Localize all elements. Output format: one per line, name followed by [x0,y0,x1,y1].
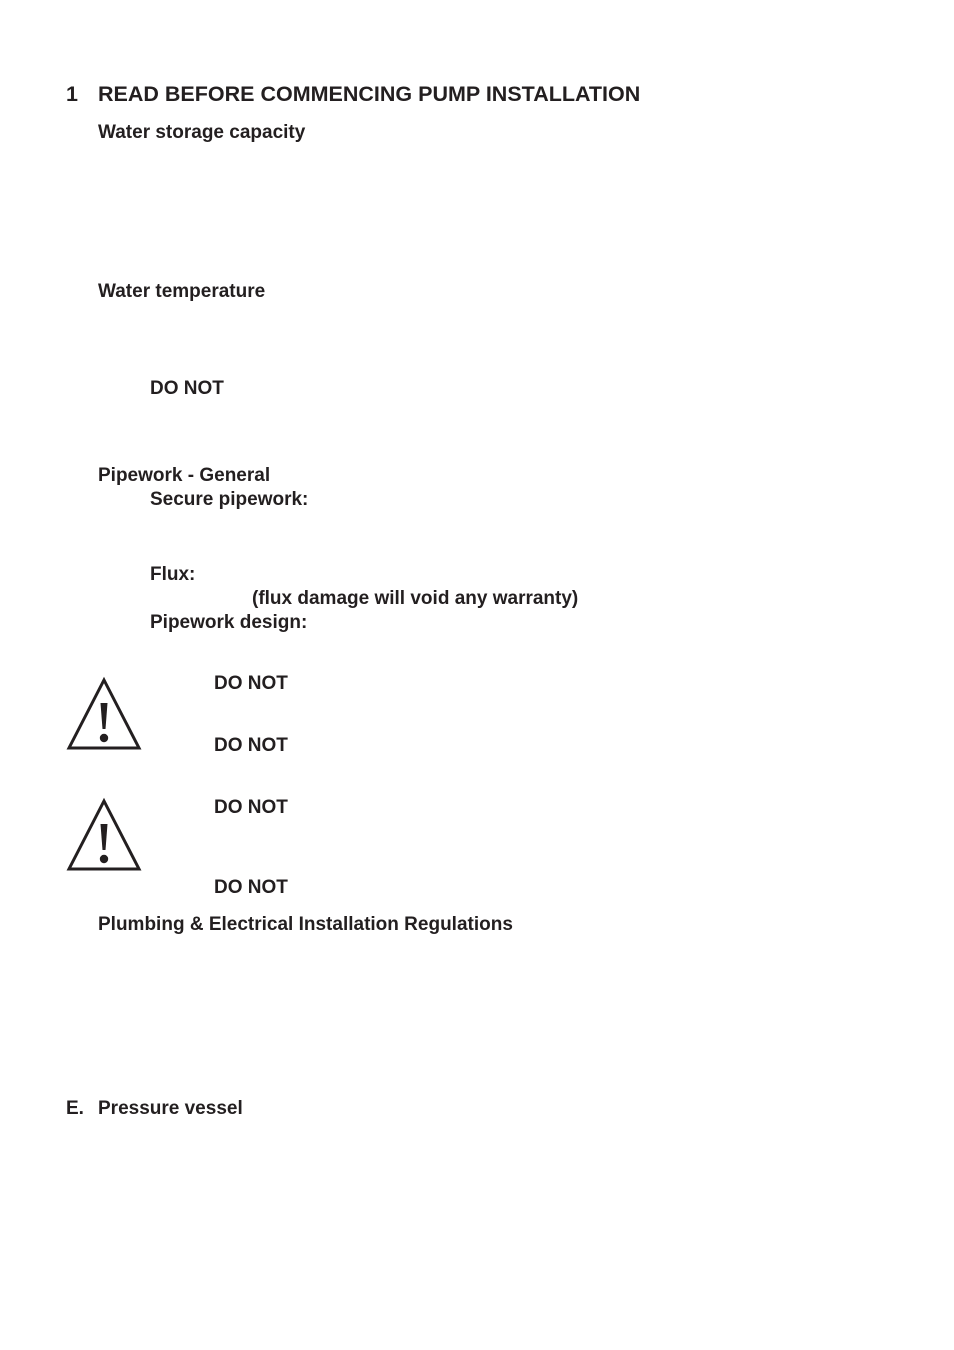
flux-warranty-note: (flux damage will void any warranty) [252,588,579,609]
do-not-warning-2: DO NOT [214,735,288,756]
do-not-warning-1: DO NOT [214,673,288,694]
do-not-warning-4: DO NOT [214,877,288,898]
warning-triangle-icon [66,797,142,873]
heading-pipework-design: Pipework design: [150,612,308,633]
heading-secure-pipework: Secure pipework: [150,489,309,510]
pressure-vessel-marker: E. [66,1098,84,1119]
heading-flux: Flux: [150,564,196,585]
warning-triangle-icon [66,676,142,752]
heading-pipework-general: Pipework - General [98,465,271,486]
heading-water-storage: Water storage capacity [98,122,306,143]
heading-pressure-vessel: Pressure vessel [98,1098,243,1119]
do-not-warning-3: DO NOT [214,797,288,818]
section-number: 1 [66,82,78,106]
do-not-temperature: DO NOT [150,378,224,399]
section-title: READ BEFORE COMMENCING PUMP INSTALLATION [98,82,641,106]
heading-regulations: Plumbing & Electrical Installation Regulations [98,914,513,935]
heading-water-temperature: Water temperature [98,281,266,302]
